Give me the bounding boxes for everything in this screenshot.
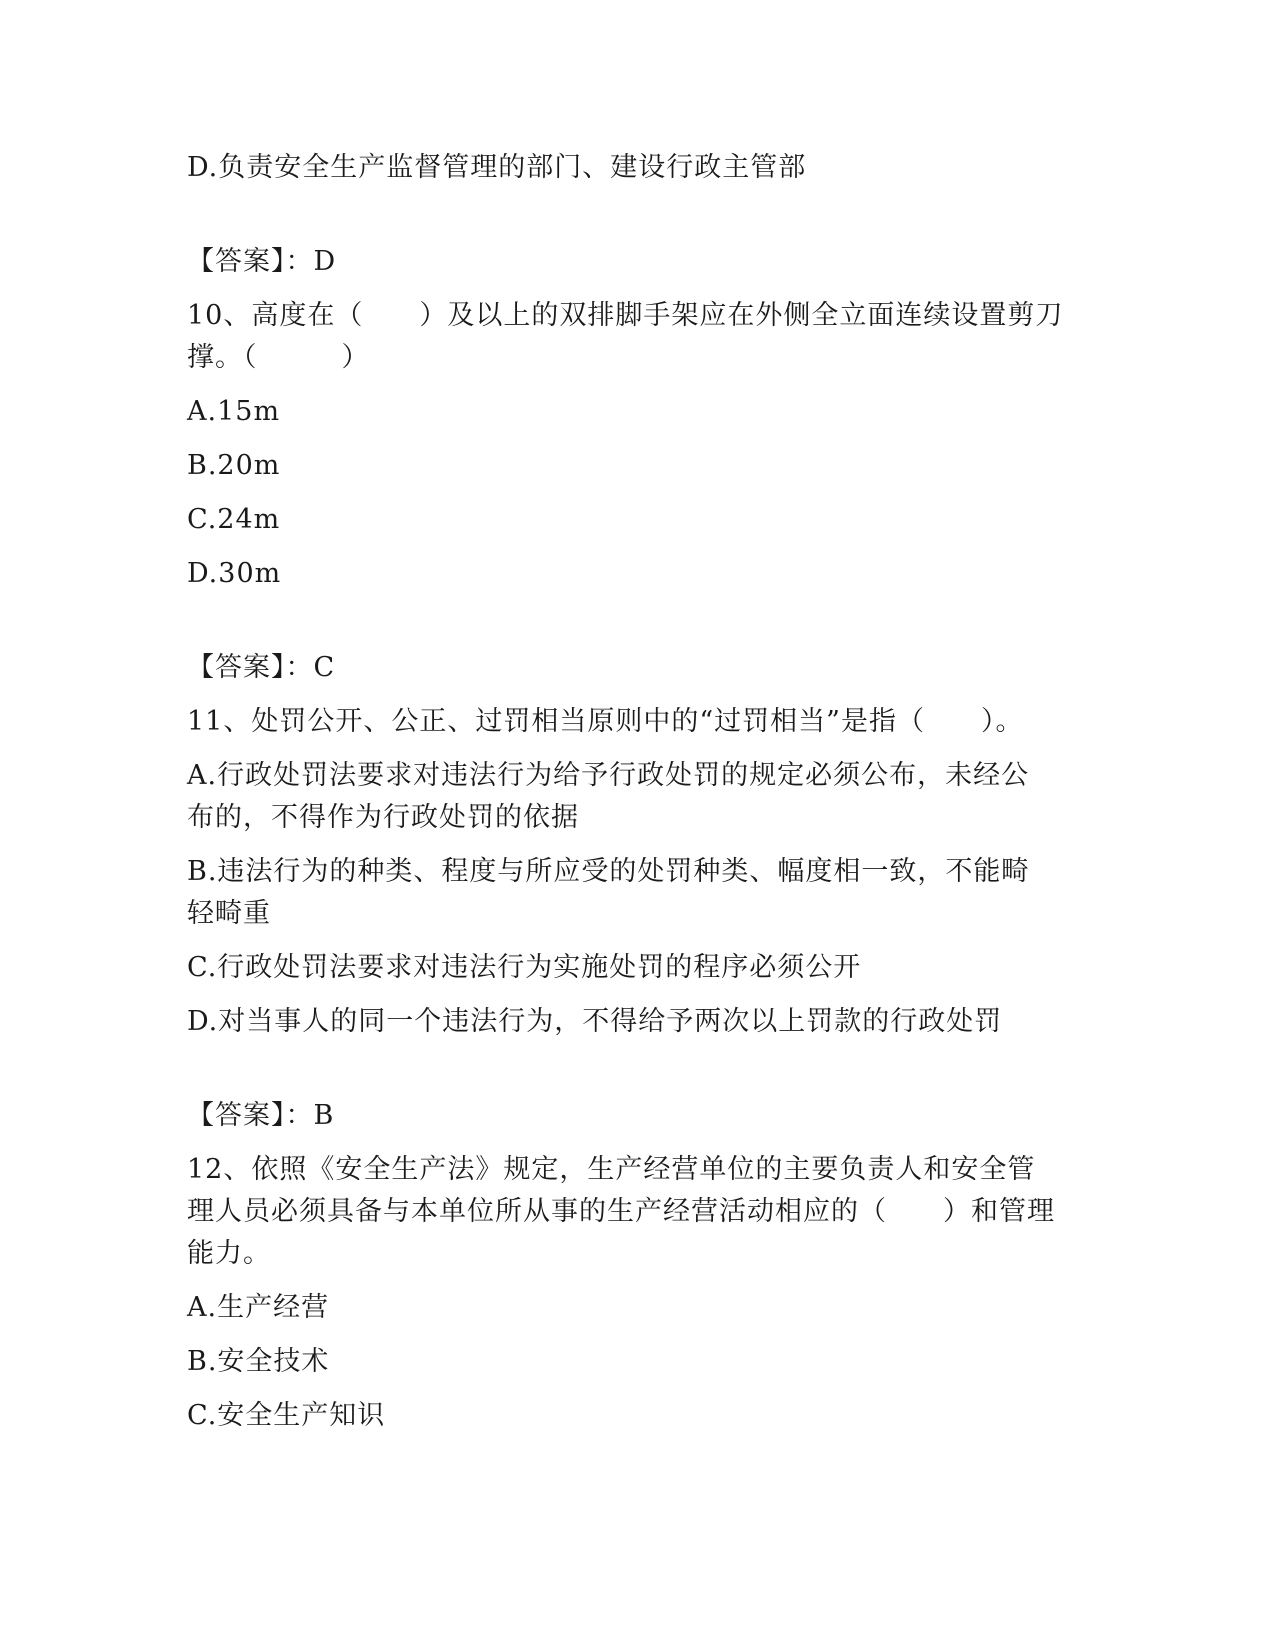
question-12-text-cont2: 能力。 [187, 1238, 271, 1269]
option-b-cont: 轻畸重 [187, 898, 271, 929]
option-c: C.24m [187, 504, 281, 535]
option-b: B.20m [187, 450, 281, 481]
option-a: A.行政处罚法要求对违法行为给予行政处罚的规定必须公布，未经公 [187, 760, 1030, 791]
option-c: C.行政处罚法要求对违法行为实施处罚的程序必须公开 [187, 952, 862, 983]
option-a: A.15m [187, 396, 281, 427]
question-10-text-cont: 撑。（ ） [187, 342, 370, 373]
option-d-prev-question: D.负责安全生产监督管理的部门、建设行政主管部 [187, 152, 807, 183]
option-a-cont: 布的，不得作为行政处罚的依据 [187, 802, 579, 833]
answer-line: 【答案】：C [187, 652, 336, 683]
answer-line: 【答案】：B [187, 1100, 335, 1131]
option-a: A.生产经营 [187, 1292, 330, 1323]
question-12-text: 12、依照《安全生产法》规定，生产经营单位的主要负责人和安全管 [187, 1154, 1036, 1185]
option-b: B.违法行为的种类、程度与所应受的处罚种类、幅度相一致，不能畸 [187, 856, 1030, 887]
option-d: D.对当事人的同一个违法行为，不得给予两次以上罚款的行政处罚 [187, 1006, 1003, 1037]
question-12-text-cont: 理人员必须具备与本单位所从事的生产经营活动相应的（ ）和管理 [187, 1196, 1055, 1227]
question-11-text: 11、处罚公开、公正、过罚相当原则中的“过罚相当”是指（ ）。 [187, 706, 1024, 737]
option-b: B.安全技术 [187, 1346, 330, 1377]
option-d: D.30m [187, 558, 282, 589]
option-c: C.安全生产知识 [187, 1400, 386, 1431]
question-10-text: 10、高度在（ ）及以上的双排脚手架应在外侧全立面连续设置剪刀 [187, 300, 1064, 331]
answer-line: 【答案】：D [187, 246, 337, 277]
